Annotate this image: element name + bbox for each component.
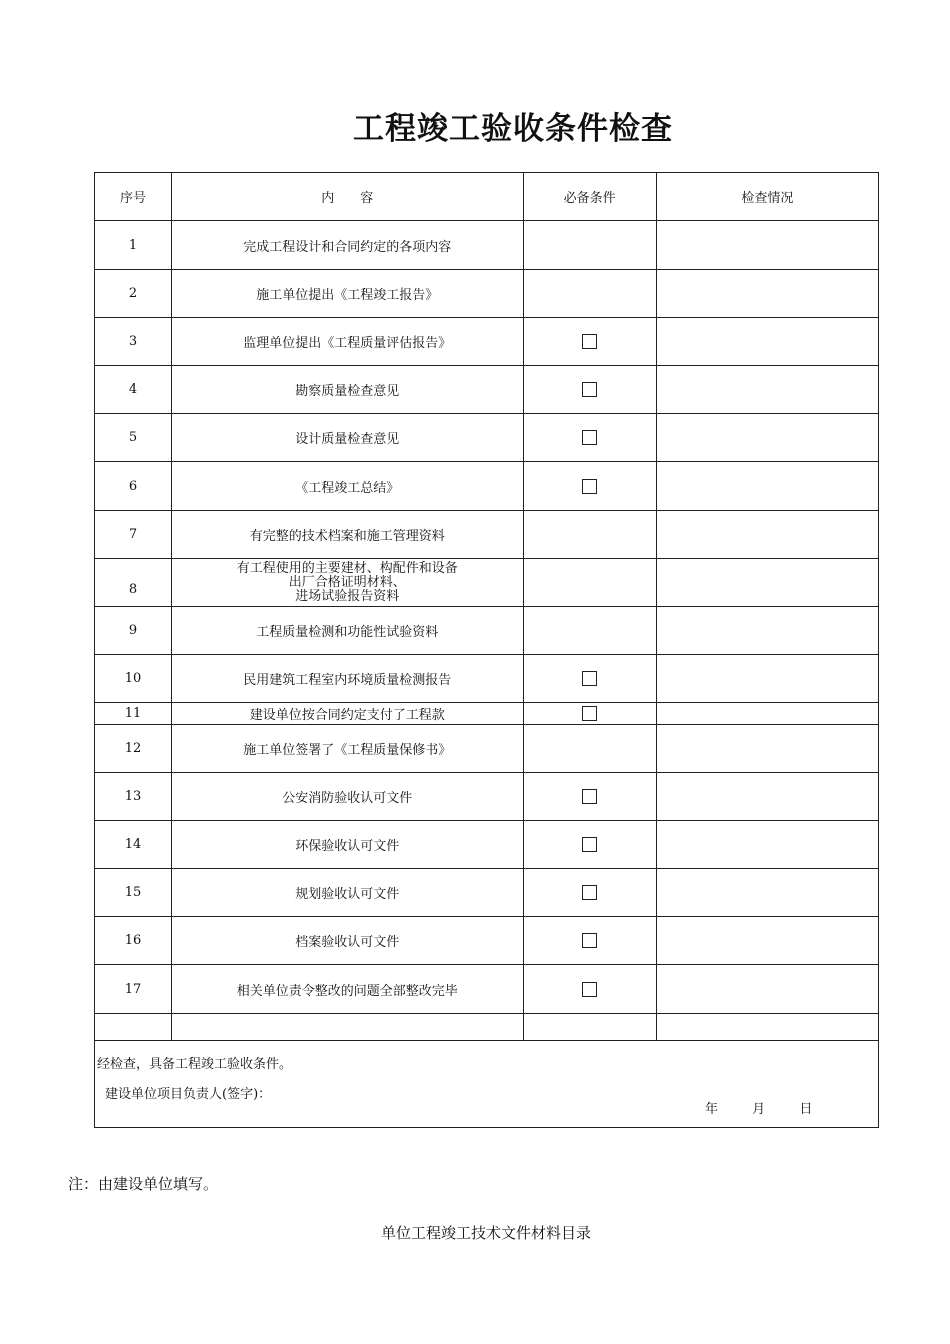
row-content-line: 进场试验报告资料 [295, 588, 400, 604]
required-checkbox[interactable] [582, 885, 597, 900]
row-required [523, 965, 656, 1014]
row-check-cell[interactable] [656, 703, 878, 725]
header-no: 序号 [95, 173, 172, 221]
row-required [523, 703, 656, 725]
conclusion-text: 经检查，具备工程竣工验收条件。 [97, 1057, 293, 1072]
row-content-line: 有工程使用的主要建材、构配件和设备 [236, 560, 458, 576]
row-check-cell[interactable] [656, 511, 878, 559]
required-checkbox[interactable] [582, 671, 597, 686]
table-row [95, 607, 879, 655]
row-content: 监理单位提出《工程质量评估报告》 [172, 318, 523, 366]
footnote: 注：由建设单位填写。 [68, 1175, 219, 1193]
row-content: 工程质量检测和功能性试验资料 [172, 607, 523, 655]
required-checkbox[interactable] [582, 334, 597, 349]
row-no: 10 [95, 655, 172, 703]
row-required [523, 511, 656, 559]
table-row [95, 414, 879, 462]
row-no: 1 [95, 221, 172, 270]
row-required [523, 655, 656, 703]
row-check-cell[interactable] [656, 821, 878, 869]
row-no: 6 [95, 462, 172, 511]
row-check-cell[interactable] [656, 318, 878, 366]
footer-row [95, 1041, 879, 1128]
row-no: 7 [95, 511, 172, 559]
row-no: 2 [95, 270, 172, 318]
row-check-cell[interactable] [656, 917, 878, 965]
row-check-cell[interactable] [656, 773, 878, 821]
table-row [95, 821, 879, 869]
date-month: 月 [752, 1102, 766, 1117]
header-content: 内 容 [172, 173, 523, 221]
row-no: 8 [95, 559, 172, 607]
row-check-cell[interactable] [656, 414, 878, 462]
row-content: 设计质量检查意见 [172, 414, 523, 462]
row-content: 相关单位责令整改的问题全部整改完毕 [172, 965, 523, 1014]
date-year: 年 [705, 1102, 719, 1117]
row-check-cell[interactable] [656, 725, 878, 773]
row-content: 规划验收认可文件 [172, 869, 523, 917]
row-required [523, 917, 656, 965]
table-row [95, 773, 879, 821]
row-check-cell[interactable] [656, 869, 878, 917]
row-content: 建设单位按合同约定支付了工程款 [172, 703, 523, 725]
table-row [95, 965, 879, 1014]
row-required [523, 366, 656, 414]
signer-label: 建设单位项目负责人(签字)： [105, 1087, 272, 1102]
row-required [523, 821, 656, 869]
row-content-line: 出厂合格证明材料、 [288, 574, 406, 590]
table-row [95, 559, 879, 607]
row-content: 施工单位签署了《工程质量保修书》 [172, 725, 523, 773]
table-row [95, 462, 879, 511]
row-content: 民用建筑工程室内环境质量检测报告 [172, 655, 523, 703]
table-row [95, 366, 879, 414]
required-checkbox[interactable] [582, 933, 597, 948]
header-check: 检查情况 [656, 173, 878, 221]
row-content [172, 1014, 523, 1041]
header-required: 必备条件 [523, 173, 656, 221]
table-header-row [95, 173, 879, 221]
signature-date [705, 1098, 838, 1117]
row-no: 9 [95, 607, 172, 655]
date-day: 日 [799, 1102, 813, 1117]
row-content: 《工程竣工总结》 [172, 462, 523, 511]
row-content: 环保验收认可文件 [172, 821, 523, 869]
row-check-cell[interactable] [656, 270, 878, 318]
row-no: 16 [95, 917, 172, 965]
row-required [523, 725, 656, 773]
row-content [172, 559, 523, 607]
row-no: 5 [95, 414, 172, 462]
row-required [523, 869, 656, 917]
next-section-title: 单位工程竣工技术文件材料目录 [380, 1224, 591, 1242]
row-no: 14 [95, 821, 172, 869]
table-row [95, 703, 879, 725]
row-check-cell[interactable] [656, 1014, 878, 1041]
row-content: 有完整的技术档案和施工管理资料 [172, 511, 523, 559]
row-required [523, 221, 656, 270]
row-no: 11 [95, 703, 172, 725]
row-check-cell[interactable] [656, 221, 878, 270]
required-checkbox[interactable] [582, 706, 597, 721]
required-checkbox[interactable] [582, 430, 597, 445]
required-checkbox[interactable] [582, 789, 597, 804]
row-content: 档案验收认可文件 [172, 917, 523, 965]
table-row-empty [95, 1014, 879, 1041]
table-row [95, 725, 879, 773]
row-content: 公安消防验收认可文件 [172, 773, 523, 821]
row-no: 12 [95, 725, 172, 773]
row-no: 3 [95, 318, 172, 366]
row-required [523, 462, 656, 511]
table-row [95, 270, 879, 318]
row-no: 17 [95, 965, 172, 1014]
row-required [523, 607, 656, 655]
row-check-cell[interactable] [656, 965, 878, 1014]
conclusion-cell [95, 1041, 879, 1128]
row-required [523, 559, 656, 607]
required-checkbox[interactable] [582, 479, 597, 494]
row-content: 勘察质量检查意见 [172, 366, 523, 414]
row-no: 4 [95, 366, 172, 414]
table-row [95, 655, 879, 703]
row-content: 施工单位提出《工程竣工报告》 [172, 270, 523, 318]
row-check-cell[interactable] [656, 366, 878, 414]
acceptance-checklist-table [94, 172, 879, 1128]
required-checkbox[interactable] [582, 382, 597, 397]
table-row [95, 511, 879, 559]
row-required [523, 1014, 656, 1041]
row-content: 完成工程设计和合同约定的各项内容 [172, 221, 523, 270]
required-checkbox[interactable] [582, 837, 597, 852]
row-no: 13 [95, 773, 172, 821]
required-checkbox[interactable] [582, 982, 597, 997]
table-row [95, 221, 879, 270]
row-check-cell[interactable] [656, 607, 878, 655]
row-check-cell[interactable] [656, 462, 878, 511]
table-row [95, 869, 879, 917]
row-no [95, 1014, 172, 1041]
row-required [523, 773, 656, 821]
row-required [523, 270, 656, 318]
row-required [523, 318, 656, 366]
table-row [95, 917, 879, 965]
row-check-cell[interactable] [656, 559, 878, 607]
table-row [95, 318, 879, 366]
row-no: 15 [95, 869, 172, 917]
row-check-cell[interactable] [656, 655, 878, 703]
row-required [523, 414, 656, 462]
page-title: 工程竣工验收条件检查 [353, 111, 673, 147]
